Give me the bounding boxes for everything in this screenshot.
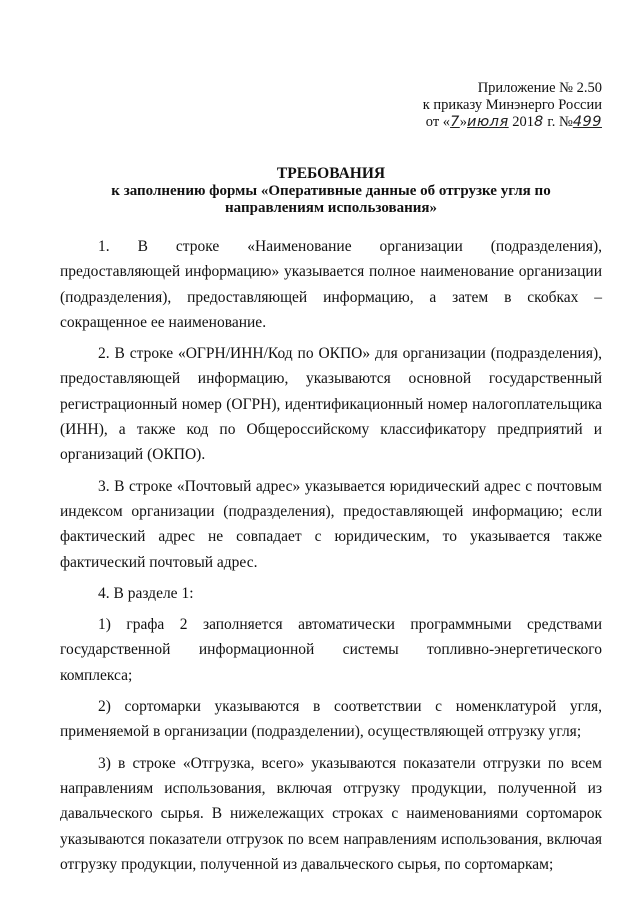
order-date-line [423, 114, 602, 131]
title-heading: ТРЕБОВАНИЯ [276, 165, 386, 182]
title-subheading: к заполнению формы «Оперативные данные об отгрузке угля по направлениям использования» [111, 183, 551, 216]
document-body [60, 234, 602, 883]
paragraph-4: 4. В разделе 1: [98, 584, 194, 602]
handwritten-month: июля [467, 114, 509, 130]
handwritten-year-digit: 8 [534, 114, 544, 130]
paragraph-4-1: 1) графа 2 заполняется автоматически программными средствами государственной информационной системы топливно-энергетического комплекса; [60, 616, 602, 684]
appendix-reference [423, 80, 602, 131]
number-prefix: г. № [543, 114, 573, 130]
paragraph-3: 3. В строке «Почтовый адрес» указывается юридический адрес с почтовым индексом организации (подразделения), предоставляющей информацию; если фактический адрес не совпадает с юридическим, то указывается также фактический почтовый адрес. [60, 477, 602, 571]
year-prefix: 201 [512, 114, 535, 130]
date-prefix: от « [425, 114, 451, 130]
paragraph-2: 2. В строке «ОГРН/ИНН/Код по ОКПО» для организации (подразделения), предоставляющей информацию, указываются основной государственный регистрационный номер (ОГРН), идентификационный номер налогоплательщика (ИНН), а также код по Общероссийскому классификатору предприятий и организаций (ОКПО). [60, 345, 602, 464]
paragraph-4-2: 2) сортомарки указываются в соответствии с номенклатурой угля, применяемой в организации (подразделении), осуществляющей отгрузку угля; [60, 698, 602, 741]
order-reference: к приказу Минэнерго России [422, 97, 602, 113]
handwritten-day: 7 [450, 114, 460, 130]
date-quote-close: » [459, 114, 468, 130]
document-title [60, 165, 602, 217]
handwritten-order-number: 499 [572, 114, 602, 130]
appendix-number: Приложение № 2.50 [477, 80, 602, 96]
paragraph-4-3: 3) в строке «Отгрузка, всего» указываются показатели отгрузки по всем направлениям использования, включая отгрузку продукции, полученной из давальческого сырья. В нижележащих строках с наименованиями сортомарок указываются показатели отгрузок по всем направлениям использования, включая отгрузку продукции, полученной из давальческого сырья, по сортомаркам; [60, 754, 602, 873]
paragraph-1: 1. В строке «Наименование организации (подразделения), предоставляющей информацию» указывается полное наименование организации (подразделения), предоставляющей информацию, а затем в скобках – сокращенное ее наименование. [60, 238, 602, 331]
